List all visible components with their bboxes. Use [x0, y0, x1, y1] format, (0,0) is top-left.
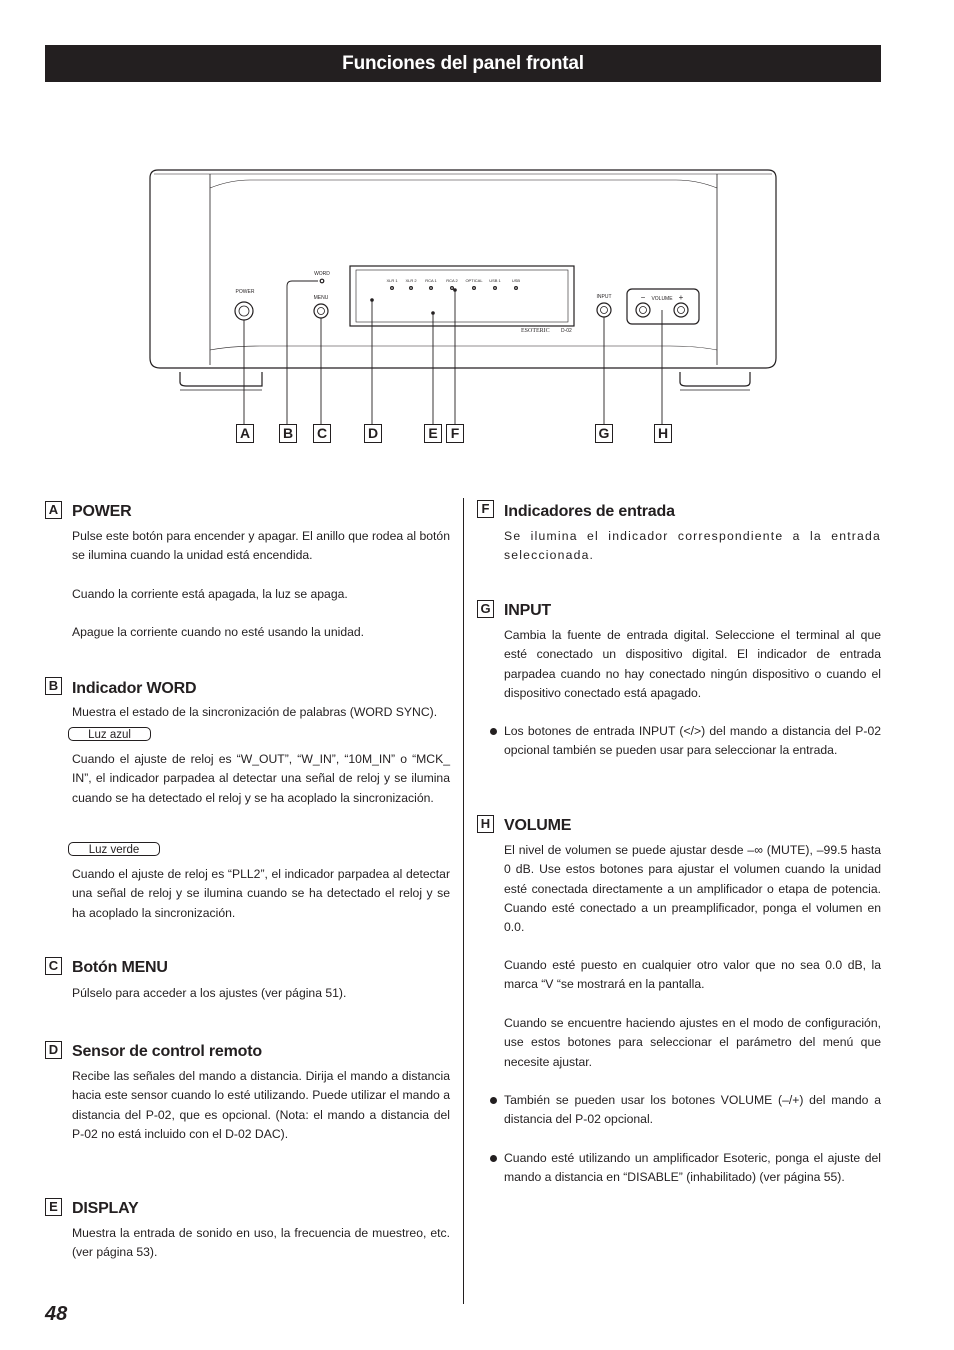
section-letter: D [45, 1041, 62, 1059]
paragraph: Pulse este botón para encender y apagar. El anillo que rodea al botón se ilumina cuando la unidad está encendida. [72, 529, 450, 563]
section-heading: Sensor de control remoto [72, 1043, 262, 1060]
callout-h: H [654, 424, 672, 443]
section-heading: VOLUME [504, 817, 572, 834]
label-pill-blue-light: Luz azul [68, 727, 151, 741]
label-pill-green-light: Luz verde [68, 842, 160, 856]
paragraph: Cuando la corriente está apagada, la luz se apaga. [72, 587, 348, 601]
section-title: Funciones del panel frontal [342, 53, 584, 74]
callout-c: C [313, 424, 331, 443]
callout-e: E [424, 424, 442, 443]
power-label: POWER [235, 289, 255, 295]
paragraph: Apague la corriente cuando no esté usando la unidad. [72, 625, 365, 639]
indicator-label: USB 1 [489, 278, 501, 283]
callout-d: D [364, 424, 382, 443]
callout-b: B [279, 424, 297, 443]
paragraph: Cuando el ajuste de reloj es “PLL2”, el indicador parpadea al detectar una señal de reloj y se ilumina cuando se ha detectado el reloj y se ha acoplado la sincronización. [72, 867, 450, 920]
menu-label: MENU [313, 295, 329, 301]
bullet-dot [490, 1155, 497, 1162]
paragraph: Muestra el estado de la sincronización de palabras (WORD SYNC). [72, 705, 438, 719]
section-letter: G [477, 600, 494, 618]
word-label: WORD [314, 271, 330, 277]
paragraph: Cuando se encuentre haciendo ajustes en el modo de configuración, use estos botones para seleccionar el parámetro del menú que necesite ajustar. [504, 1016, 881, 1069]
section-heading: POWER [72, 503, 132, 520]
section-heading: Indicadores de entrada [504, 503, 675, 520]
callout-f: F [446, 424, 464, 443]
column-divider [463, 498, 464, 1304]
callout-g: G [595, 424, 613, 443]
bullet-text: Los botones de entrada INPUT (</>) del mando a distancia del P-02 opcional también se pueden usar para seleccionar la entrada. [504, 724, 881, 758]
paragraph: El nivel de volumen se puede ajustar desde –∞ (MUTE), –99.5 hasta 0 dB. Use estos botones para ajustar el volumen cuando la unidad esté conectada directamente a un amplificador o etapa de potencia. Cuando esté conectado a un preamplificador, ponga el volumen en 0.0. [504, 843, 881, 935]
indicator-label: RCA 2 [446, 278, 458, 283]
indicator-label: USB [511, 278, 521, 283]
section-letter: F [477, 500, 494, 518]
section-letter: B [45, 677, 62, 695]
indicator-label: OPTICAL [465, 278, 483, 283]
section-heading: Indicador WORD [72, 680, 197, 697]
input-label: INPUT [596, 294, 612, 300]
volume-plus-label: + [678, 293, 684, 302]
section-letter: H [477, 815, 494, 833]
bullet-text: También se pueden usar los botones VOLUME (–/+) del mando a distancia del P-02 opcional. [504, 1093, 881, 1127]
page-number: 48 [45, 1303, 68, 1325]
paragraph: Cuando esté puesto en cualquier otro valor que no sea 0.0 dB, la marca “V “se mostrará en la pantalla. [504, 958, 881, 992]
section-letter: A [45, 501, 62, 519]
section-letter: C [45, 957, 62, 975]
indicator-label: XLR 1 [386, 278, 398, 283]
indicator-label: XLR 2 [405, 278, 417, 283]
front-panel-diagram [0, 150, 954, 460]
paragraph: Cambia la fuente de entrada digital. Seleccione el terminal al que esté conectado un dispositivo digital. El indicador de entrada parpadea cuando no hay conectado ningún dispositivo o cuando el dispositivo conectado está apagado. [504, 628, 881, 700]
paragraph: Cuando el ajuste de reloj es “W_OUT”, “W_IN”, “10M_IN” o “MCK_ IN”, el indicador parpadea al detectar una señal de reloj y se ilumina cuando se ha detectado el reloj y se ha acoplado la sincronización. [72, 752, 450, 805]
volume-minus-label: − [640, 293, 646, 302]
paragraph: Recibe las señales del mando a distancia. Dirija el mando a distancia hacia este sensor cuando lo esté utilizando. Puede utilizar el mando a distancia del P-02, que es opcional. (Nota: el mando a distancia del P-02 no está incluido con el D-02 DAC). [72, 1069, 450, 1141]
front-panel-illustration [0, 150, 954, 460]
section-header-bar [45, 45, 881, 82]
section-heading: INPUT [504, 602, 552, 619]
section-heading: DISPLAY [72, 1200, 139, 1217]
model-label: D-02 [561, 328, 572, 334]
volume-label: VOLUME [651, 296, 673, 302]
paragraph: Púlselo para acceder a los ajustes (ver página 51). [72, 986, 347, 1000]
bullet-dot [490, 728, 497, 735]
bullet-text: Cuando esté utilizando un amplificador Esoteric, ponga el ajuste del mando a distancia en “DISABLE” (inhabilitado) (ver página 55). [504, 1151, 881, 1185]
indicator-label: RCA 1 [425, 278, 437, 283]
section-heading: Botón MENU [72, 959, 168, 976]
brand-logo: ESOTERIC [521, 328, 550, 334]
paragraph: Muestra la entrada de sonido en uso, la frecuencia de muestreo, etc. (ver página 53). [72, 1226, 450, 1260]
section-letter: E [45, 1198, 62, 1216]
paragraph: Se ilumina el indicador correspondiente a la entrada seleccionada. [504, 529, 881, 563]
callout-a: A [236, 424, 254, 443]
bullet-dot [490, 1097, 497, 1104]
